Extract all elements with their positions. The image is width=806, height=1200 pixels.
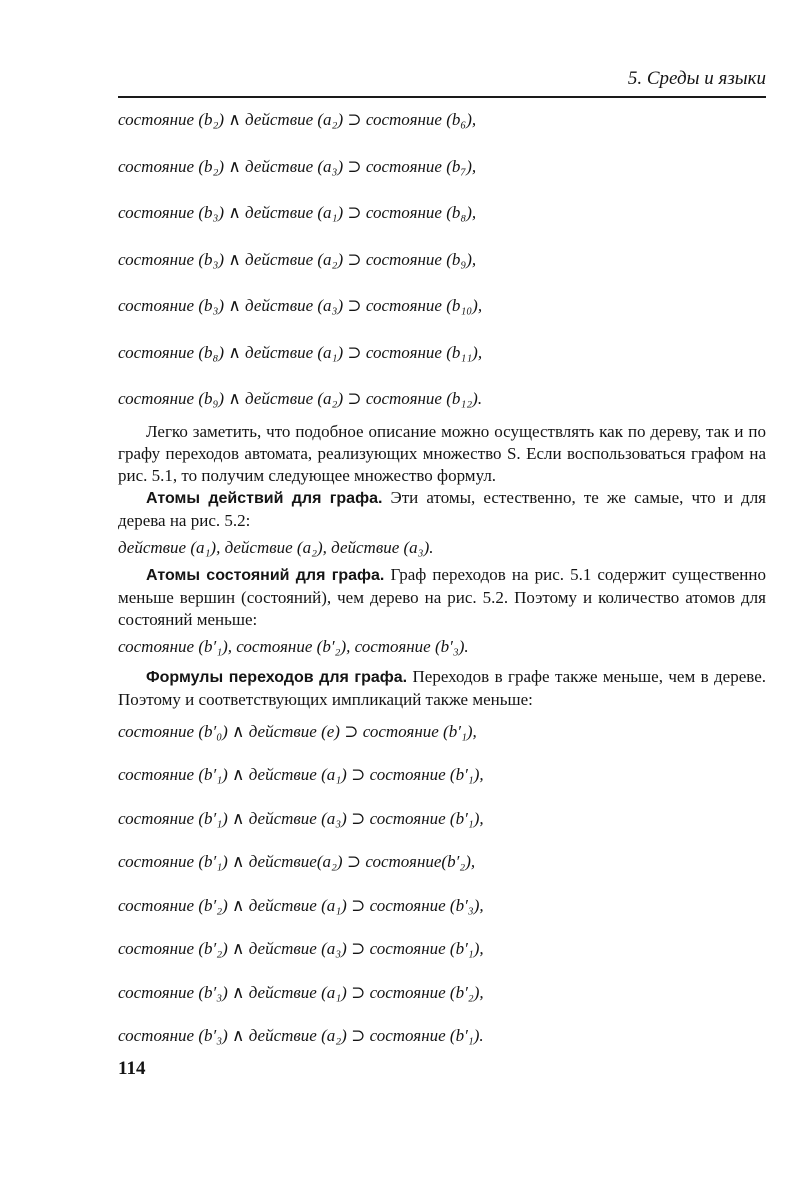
formula-graph-4: состояние (b′₁) ∧ действие(a₂) ⊃ состояние(b′₂),	[118, 852, 476, 871]
formula-graph-5: состояние (b′₂) ∧ действие (a₁) ⊃ состояние (b′₃),	[118, 896, 484, 915]
chapter-title: 5. Среды и языки	[627, 68, 766, 89]
running-header	[118, 66, 766, 98]
formula-tree-2: состояние (b₂) ∧ действие (a₃) ⊃ состояние (b₇),	[118, 157, 477, 176]
paragraph-heading: Формулы переходов для графа.	[146, 669, 408, 686]
paragraph-heading: Атомы действий для графа.	[146, 490, 383, 507]
formula-graph-3: состояние (b′₁) ∧ действие (a₃) ⊃ состояние (b′₁),	[118, 809, 484, 828]
formula-graph-1: состояние (b′₀) ∧ действие (e) ⊃ состояние (b′₁),	[118, 722, 477, 741]
paragraph-text: Переходов в графе также меньше, чем в дереве. Поэтому и соответствующих импликаций также меньше:	[118, 667, 766, 709]
paragraph-text: Граф переходов на рис. 5.1 содержит существенно меньше вершин (состояний), чем дерево на рис. 5.2. Поэтому и количество атомов для состояний меньше:	[118, 565, 766, 629]
actions-line: действие (a₁), действие (a₂), действие (a₃).	[118, 538, 434, 557]
formula-tree-1: состояние (b₂) ∧ действие (a₂) ⊃ состояние (b₆),	[118, 110, 477, 129]
paragraph-text: Эти атомы, естественно, те же самые, что и для дерева на рис. 5.2:	[118, 488, 766, 530]
formula-tree-7: состояние (b₉) ∧ действие (a₂) ⊃ состояние (b₁₂).	[118, 389, 483, 408]
paragraph-heading: Атомы состояний для графа.	[146, 567, 385, 584]
formula-graph-8: состояние (b′₃) ∧ действие (a₂) ⊃ состояние (b′₁).	[118, 1026, 484, 1045]
formula-graph-6: состояние (b′₂) ∧ действие (a₃) ⊃ состояние (b′₁),	[118, 939, 484, 958]
formula-tree-3: состояние (b₃) ∧ действие (a₁) ⊃ состояние (b₈),	[118, 203, 477, 222]
formula-tree-4: состояние (b₃) ∧ действие (a₂) ⊃ состояние (b₉),	[118, 250, 477, 269]
states-line: состояние (b′₁), состояние (b′₂), состояние (b′₃).	[118, 637, 469, 656]
paragraph-action-atoms	[118, 487, 766, 532]
formula-tree-6: состояние (b₈) ∧ действие (a₁) ⊃ состояние (b₁₁),	[118, 343, 483, 362]
paragraph-intro: Легко заметить, что подобное описание можно осуществлять как по дереву, так и по графу переходов автомата, реализующих множество S. Если воспользоваться графом на рис. 5.1, то получим следующее множество формул.	[118, 422, 766, 485]
page-number: 114	[118, 1058, 146, 1079]
formula-tree-5: состояние (b₃) ∧ действие (a₃) ⊃ состояние (b₁₀),	[118, 296, 483, 315]
formula-graph-2: состояние (b′₁) ∧ действие (a₁) ⊃ состояние (b′₁),	[118, 765, 484, 784]
paragraph-state-atoms	[118, 564, 766, 631]
formula-graph-7: состояние (b′₃) ∧ действие (a₁) ⊃ состояние (b′₂),	[118, 983, 484, 1002]
paragraph-transitions	[118, 666, 766, 711]
